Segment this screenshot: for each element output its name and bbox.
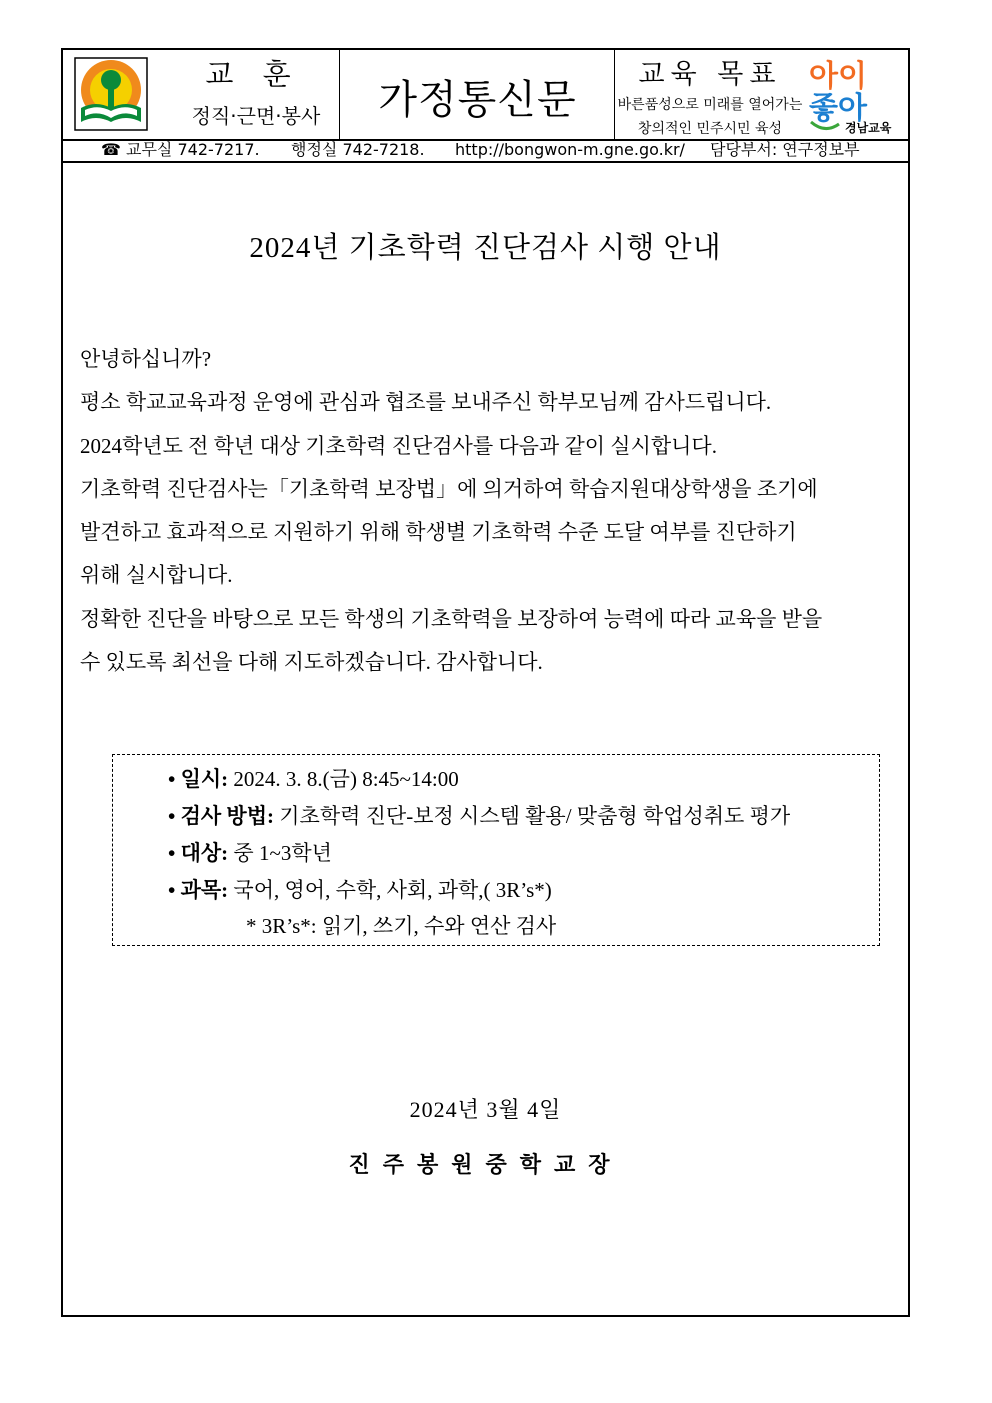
paragraph-line: 2024학년도 전 학년 대상 기초학력 진단검사를 다음과 같이 실시합니다. <box>80 433 717 458</box>
paragraph-line: 기초학력 진단검사는「기초학력 보장법」에 의거하여 학습지원대상학생을 조기에 <box>80 476 818 501</box>
brand-subtitle: 경남교육 <box>845 121 892 135</box>
motto-title: 교 훈 <box>205 57 301 91</box>
goal-line-1: 바른품성으로 미래를 열어가는 <box>617 97 803 113</box>
issue-date: 2024년 3월 4일 <box>409 1097 562 1122</box>
paragraph-line: 위해 실시합니다. <box>80 563 233 588</box>
document-title: 2024년 기초학력 진단검사 시행 안내 <box>249 232 722 264</box>
details-box <box>112 754 880 946</box>
goal-cell <box>615 50 908 139</box>
brand-text-top: 아이 <box>809 59 867 94</box>
detail-subject <box>168 874 552 904</box>
paragraph-line: 수 있도록 최선을 다해 지도하겠습니다. 감사합니다. <box>80 650 543 675</box>
detail-target-label: • 대상: <box>168 841 229 865</box>
detail-date <box>168 763 459 793</box>
gyeongnam-education-logo-icon <box>805 52 905 136</box>
brand-text-bottom: 좋아 <box>809 91 867 126</box>
paragraph-line: 정확한 진단을 바탕으로 모든 학생의 기초학력을 보장하여 능력에 따라 교육을 받을 <box>80 606 823 631</box>
goal-line-2: 창의적인 민주시민 육성 <box>637 121 783 137</box>
motto-cell <box>63 50 340 139</box>
detail-note: * 3R’s*: 읽기, 쓰기, 수와 연산 검사 <box>246 914 557 938</box>
detail-target-value: 중 1~3학년 <box>228 841 332 865</box>
detail-method-value: 기초학력 진단-보정 시스템 활용/ 맞춤형 학업성취도 평가 <box>274 804 791 828</box>
motto-text: 정직·근면·봉사 <box>191 104 321 128</box>
detail-subject-value: 국어, 영어, 수학, 사회, 과학,( 3R’s*) <box>228 878 552 902</box>
detail-date-value: 2024. 3. 8.(금) 8:45~14:00 <box>228 767 459 791</box>
detail-target <box>168 837 332 867</box>
paragraph-line: 평소 학교교육과정 운영에 관심과 협조를 보내주신 학부모님께 감사드립니다. <box>80 390 772 415</box>
detail-method <box>168 800 790 830</box>
detail-subject-label: • 과목: <box>168 878 229 902</box>
principal-signature: 진주봉원중학교장 <box>348 1152 623 1177</box>
newsletter-header <box>63 50 908 141</box>
detail-date-label: • 일시: <box>168 767 229 791</box>
title-cell <box>340 50 615 139</box>
goal-title: 교육 목표 <box>638 59 782 90</box>
letter-body <box>80 338 900 684</box>
paragraph-line: 발견하고 효과적으로 지원하기 위해 학생별 기초학력 수준 도달 여부를 진단하기 <box>80 520 797 545</box>
paragraph-line: 안녕하십니까? <box>80 347 212 371</box>
newsletter-title: 가정통신문 <box>378 77 577 123</box>
document-frame <box>61 48 910 1317</box>
school-emblem-icon <box>73 56 149 132</box>
office-phone: ☎ 교무실 742-7217. <box>101 140 260 159</box>
contact-bar <box>63 139 908 163</box>
school-url-link[interactable]: http://bongwon-m.gne.go.kr/ <box>455 140 685 159</box>
admin-phone: 행정실 742-7218. <box>291 140 425 159</box>
department: 담당부서: 연구정보부 <box>710 140 860 159</box>
detail-method-label: • 검사 방법: <box>168 804 274 828</box>
